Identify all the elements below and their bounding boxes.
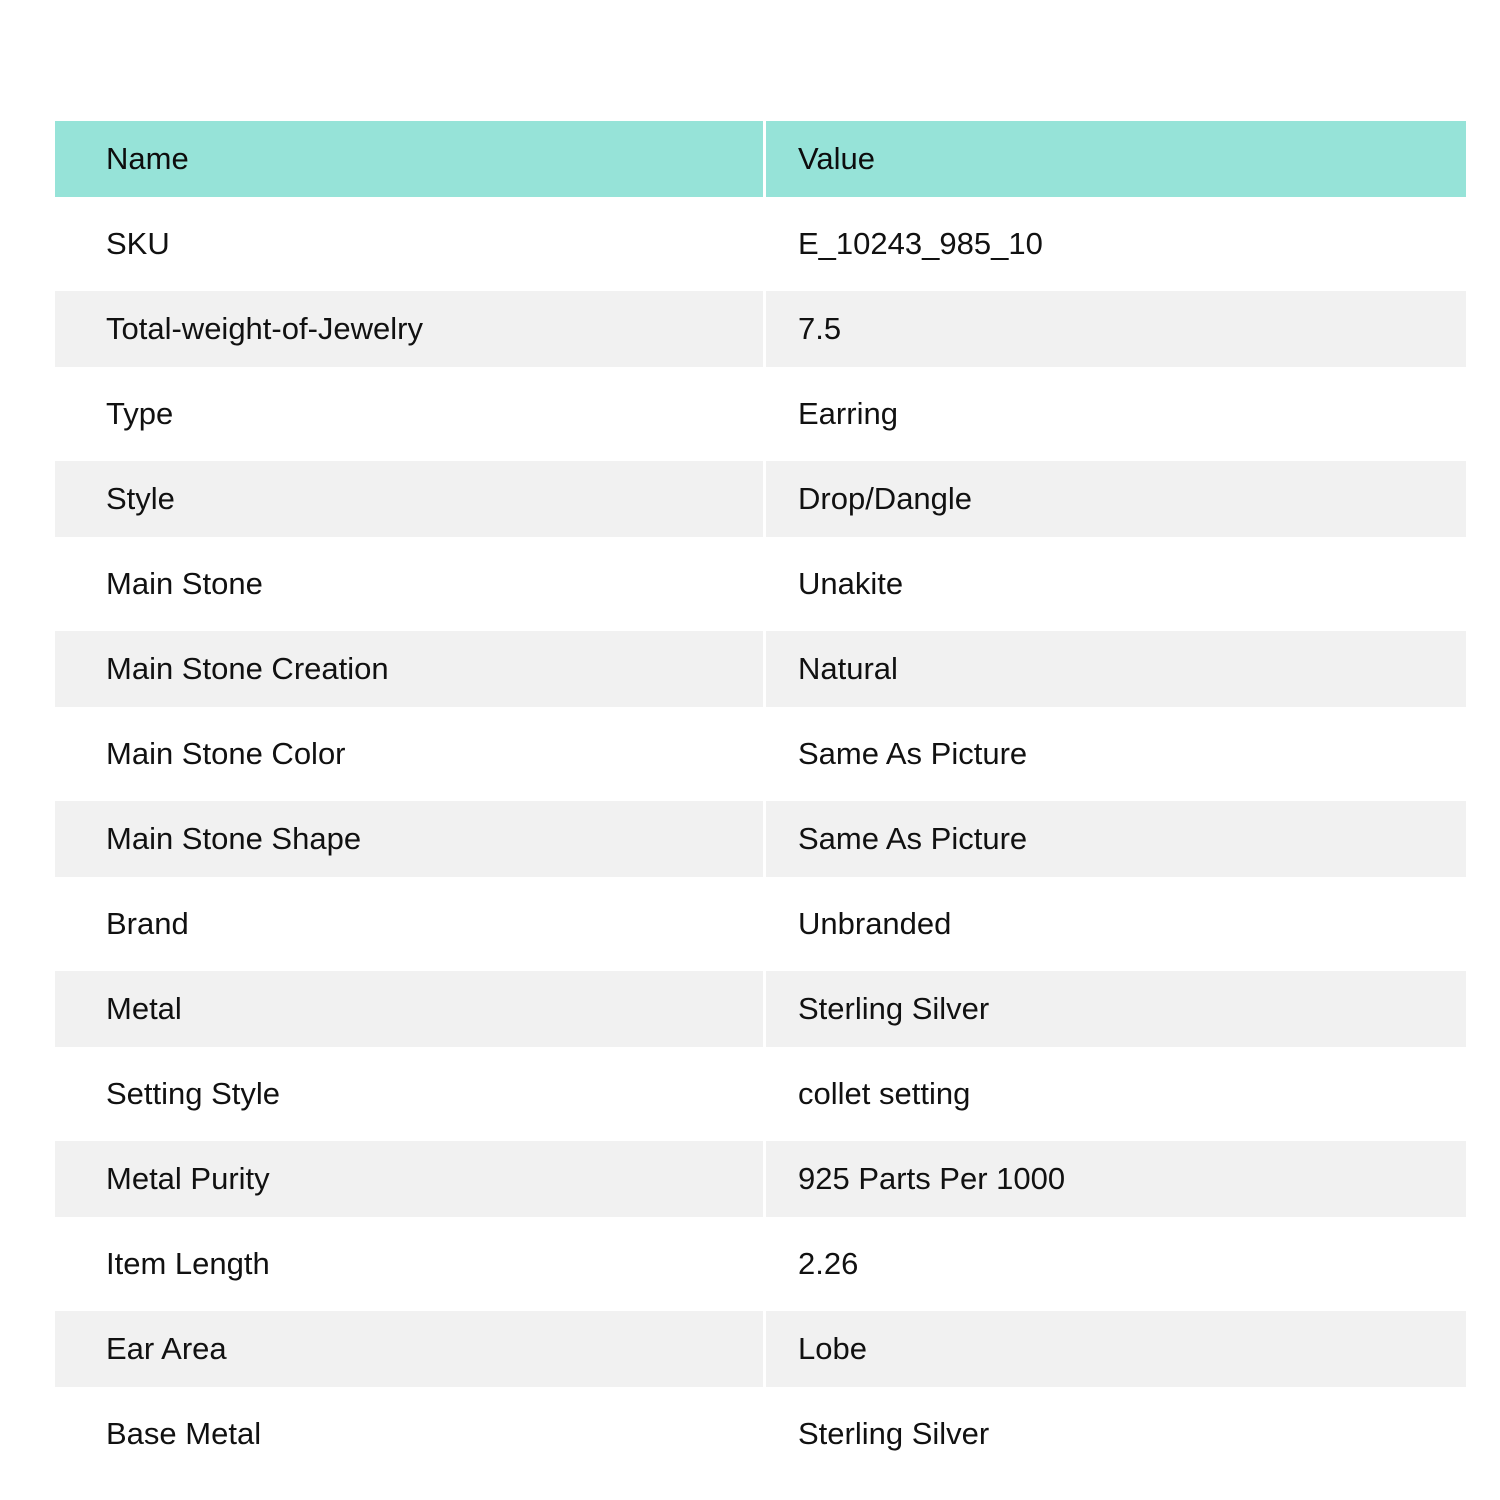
row-value-cell: 2.26 bbox=[766, 1217, 1466, 1311]
row-name-cell: Item Length bbox=[55, 1217, 766, 1311]
table-header bbox=[55, 121, 1466, 197]
row-value-cell: Sterling Silver bbox=[766, 1387, 1466, 1481]
row-value-cell: 925 Parts Per 1000 bbox=[766, 1141, 1466, 1217]
row-name-cell: Main Stone Color bbox=[55, 707, 766, 801]
header-name-cell: Name bbox=[55, 121, 766, 197]
header-value-cell: Value bbox=[766, 121, 1466, 197]
table-row bbox=[55, 1047, 1466, 1141]
table-row bbox=[55, 801, 1466, 877]
row-name-cell: Main Stone Shape bbox=[55, 801, 766, 877]
row-name-cell: SKU bbox=[55, 197, 766, 291]
row-value-cell: Lobe bbox=[766, 1311, 1466, 1387]
table-row bbox=[55, 367, 1466, 461]
row-name-cell: Style bbox=[55, 461, 766, 537]
row-name-cell: Base Metal bbox=[55, 1387, 766, 1481]
row-name-cell: Main Stone Creation bbox=[55, 631, 766, 707]
table-body bbox=[55, 197, 1466, 1481]
row-value-cell: Natural bbox=[766, 631, 1466, 707]
row-value-cell: Same As Picture bbox=[766, 801, 1466, 877]
table-row bbox=[55, 197, 1466, 291]
table-row bbox=[55, 1217, 1466, 1311]
row-value-cell: collet setting bbox=[766, 1047, 1466, 1141]
specifications-table bbox=[55, 121, 1466, 1481]
row-name-cell: Metal bbox=[55, 971, 766, 1047]
row-value-cell: Unakite bbox=[766, 537, 1466, 631]
row-value-cell: Drop/Dangle bbox=[766, 461, 1466, 537]
row-name-cell: Setting Style bbox=[55, 1047, 766, 1141]
row-name-cell: Brand bbox=[55, 877, 766, 971]
table-row bbox=[55, 1387, 1466, 1481]
table-row bbox=[55, 1141, 1466, 1217]
table-row bbox=[55, 877, 1466, 971]
row-value-cell: Sterling Silver bbox=[766, 971, 1466, 1047]
table-row bbox=[55, 291, 1466, 367]
table-row bbox=[55, 537, 1466, 631]
table-row bbox=[55, 1311, 1466, 1387]
table-row bbox=[55, 707, 1466, 801]
row-name-cell: Main Stone bbox=[55, 537, 766, 631]
row-value-cell: 7.5 bbox=[766, 291, 1466, 367]
row-name-cell: Metal Purity bbox=[55, 1141, 766, 1217]
row-value-cell: Earring bbox=[766, 367, 1466, 461]
row-name-cell: Type bbox=[55, 367, 766, 461]
header-row bbox=[55, 121, 1466, 197]
row-name-cell: Ear Area bbox=[55, 1311, 766, 1387]
row-value-cell: Same As Picture bbox=[766, 707, 1466, 801]
table-row bbox=[55, 971, 1466, 1047]
row-name-cell: Total-weight-of-Jewelry bbox=[55, 291, 766, 367]
row-value-cell: E_10243_985_10 bbox=[766, 197, 1466, 291]
table-row bbox=[55, 631, 1466, 707]
table-row bbox=[55, 461, 1466, 537]
row-value-cell: Unbranded bbox=[766, 877, 1466, 971]
